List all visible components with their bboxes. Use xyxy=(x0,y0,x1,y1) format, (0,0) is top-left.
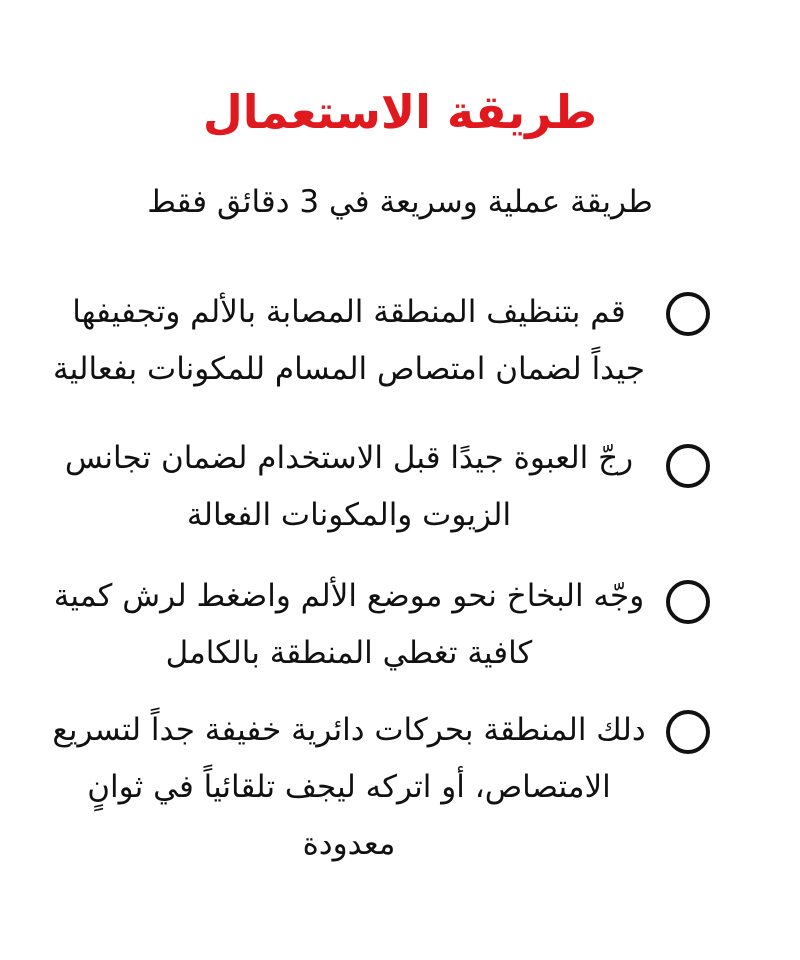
step-2 xyxy=(20,430,710,590)
step-3-text: وجّه البخاخ نحو موضع الألم واضغط لرش كمية كافية تغطي المنطقة بالكامل xyxy=(53,578,645,671)
circle-icon xyxy=(666,444,710,488)
step-1 xyxy=(20,284,710,444)
step-4-text: دلك المنطقة بحركات دائرية خفيفة جداً لتسريع الامتصاص، أو اتركه ليجف تلقائياً في ثوانٍ معدودة xyxy=(52,712,646,862)
step-2-text: رجّ العبوة جيدًا قبل الاستخدام لضمان تجانس الزيوت والمكونات الفعالة xyxy=(64,440,634,533)
page-subtitle: طريقة عملية وسريعة في 3 دقائق فقط xyxy=(147,184,653,220)
step-4 xyxy=(20,702,710,892)
circle-icon xyxy=(666,292,710,336)
step-1-text: قم بتنظيف المنطقة المصابة بالألم وتجفيفها جيداً لضمان امتصاص المسام للمكونات بفعالية xyxy=(53,294,645,387)
page-title: طريقة الاستعمال xyxy=(202,85,598,139)
circle-icon xyxy=(666,580,710,624)
circle-icon xyxy=(666,710,710,754)
